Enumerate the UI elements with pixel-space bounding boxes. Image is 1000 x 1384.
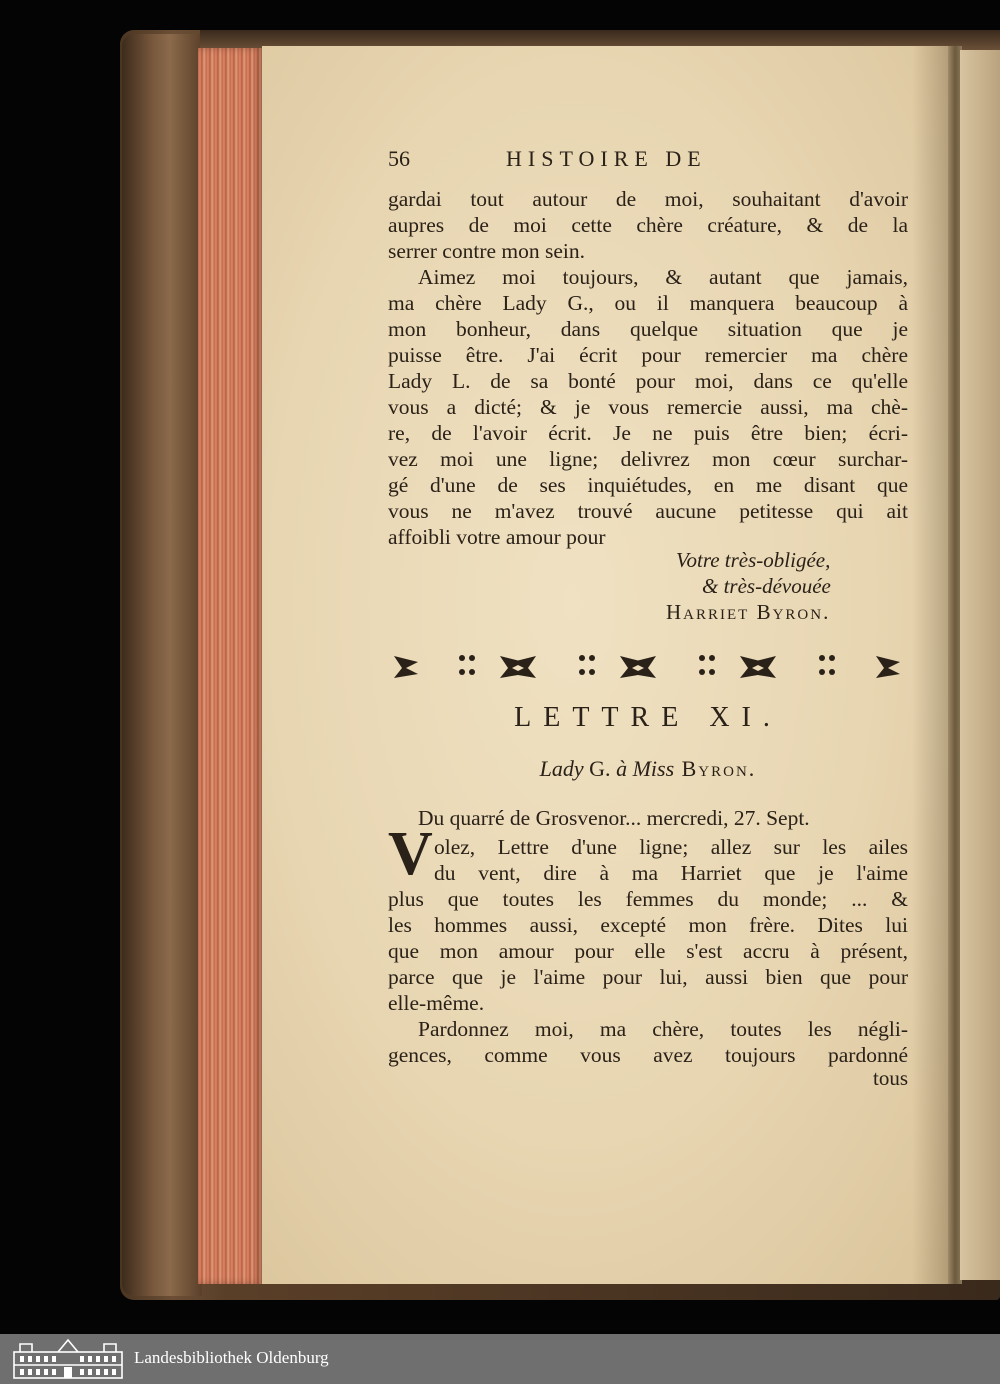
address-miss: Miss bbox=[627, 756, 675, 781]
printer-ornament bbox=[388, 648, 908, 682]
library-building-icon bbox=[12, 1338, 124, 1380]
text-line: du vent, dire à ma Harriet que je l'aime bbox=[434, 861, 908, 885]
signature-closing: Votre très-obligée, bbox=[676, 548, 831, 572]
text-line: les hommes aussi, excepté mon frère. Dites lui bbox=[388, 913, 908, 937]
catchword: tous bbox=[872, 1066, 908, 1090]
text-line: vous ne m'avez trouvé aucune petitesse qui ait bbox=[388, 499, 908, 523]
text-line: gences, comme vous avez toujours pardonné bbox=[388, 1043, 908, 1067]
drop-cap: V bbox=[388, 820, 433, 888]
text-line: mon bonheur, dans quelque situation que je bbox=[388, 317, 908, 341]
address-byron: Byron. bbox=[674, 756, 757, 781]
text-line: parce que je l'aime pour lui, aussi bien que pour bbox=[388, 965, 908, 989]
letter-address bbox=[388, 756, 908, 782]
text-line: Aimez moi toujours, & autant que jamais, bbox=[418, 265, 908, 289]
text-line: gardai tout autour de moi, souhaitant d'avoir bbox=[388, 187, 908, 211]
facing-page-edge bbox=[960, 50, 1000, 1280]
signature-closing: & très-dévouée bbox=[702, 574, 831, 598]
text-line: affoibli votre amour pour bbox=[388, 525, 606, 549]
text-line: Lady L. de sa bonté pour moi, dans ce qu'elle bbox=[388, 369, 908, 393]
text-line: Pardonnez moi, ma chère, toutes les négli- bbox=[418, 1017, 908, 1041]
text-line: re, de l'avoir écrit. Je ne puis être bien; écri- bbox=[388, 421, 908, 445]
page-edges bbox=[198, 48, 264, 1284]
text-line: vous a dicté; & je vous remercie aussi, ma chè- bbox=[388, 395, 908, 419]
book-spine bbox=[122, 34, 202, 1296]
text-line: gé d'une de ses inquiétudes, en me disant que bbox=[388, 473, 908, 497]
page-header bbox=[388, 146, 908, 176]
text-line: que mon amour pour elle s'est accru à présent, bbox=[388, 939, 908, 963]
address-lady: Lady bbox=[539, 756, 584, 781]
text-line: serrer contre mon sein. bbox=[388, 239, 586, 263]
text-line: elle-même. bbox=[388, 991, 485, 1015]
library-footer bbox=[0, 1334, 1000, 1384]
address-g: G. bbox=[583, 756, 617, 781]
letter-dateline: Du quarré de Grosvenor... mercredi, 27. Sept. bbox=[418, 806, 810, 830]
letter-title: LETTRE XI. bbox=[514, 702, 782, 733]
library-name: Landesbibliothek Oldenburg bbox=[134, 1348, 329, 1367]
text-line: ma chère Lady G., ou il manquera beaucoup à bbox=[388, 291, 908, 315]
text-line: plus que toutes les femmes du monde; ... & bbox=[388, 887, 908, 911]
text-line: olez, Lettre d'une ligne; allez sur les ailes bbox=[434, 835, 908, 859]
signature-name: Harriet Byron. bbox=[666, 600, 831, 624]
text-line: puisse être. J'ai écrit pour remercier ma chère bbox=[388, 343, 908, 367]
running-head: HISTOIRE DE bbox=[506, 146, 707, 171]
page-number: 56 bbox=[388, 146, 410, 171]
text-line: aupres de moi cette chère créature, & de la bbox=[388, 213, 908, 237]
address-a: à bbox=[616, 756, 628, 781]
text-line: vez moi une ligne; delivrez mon cœur surchar- bbox=[388, 447, 908, 471]
